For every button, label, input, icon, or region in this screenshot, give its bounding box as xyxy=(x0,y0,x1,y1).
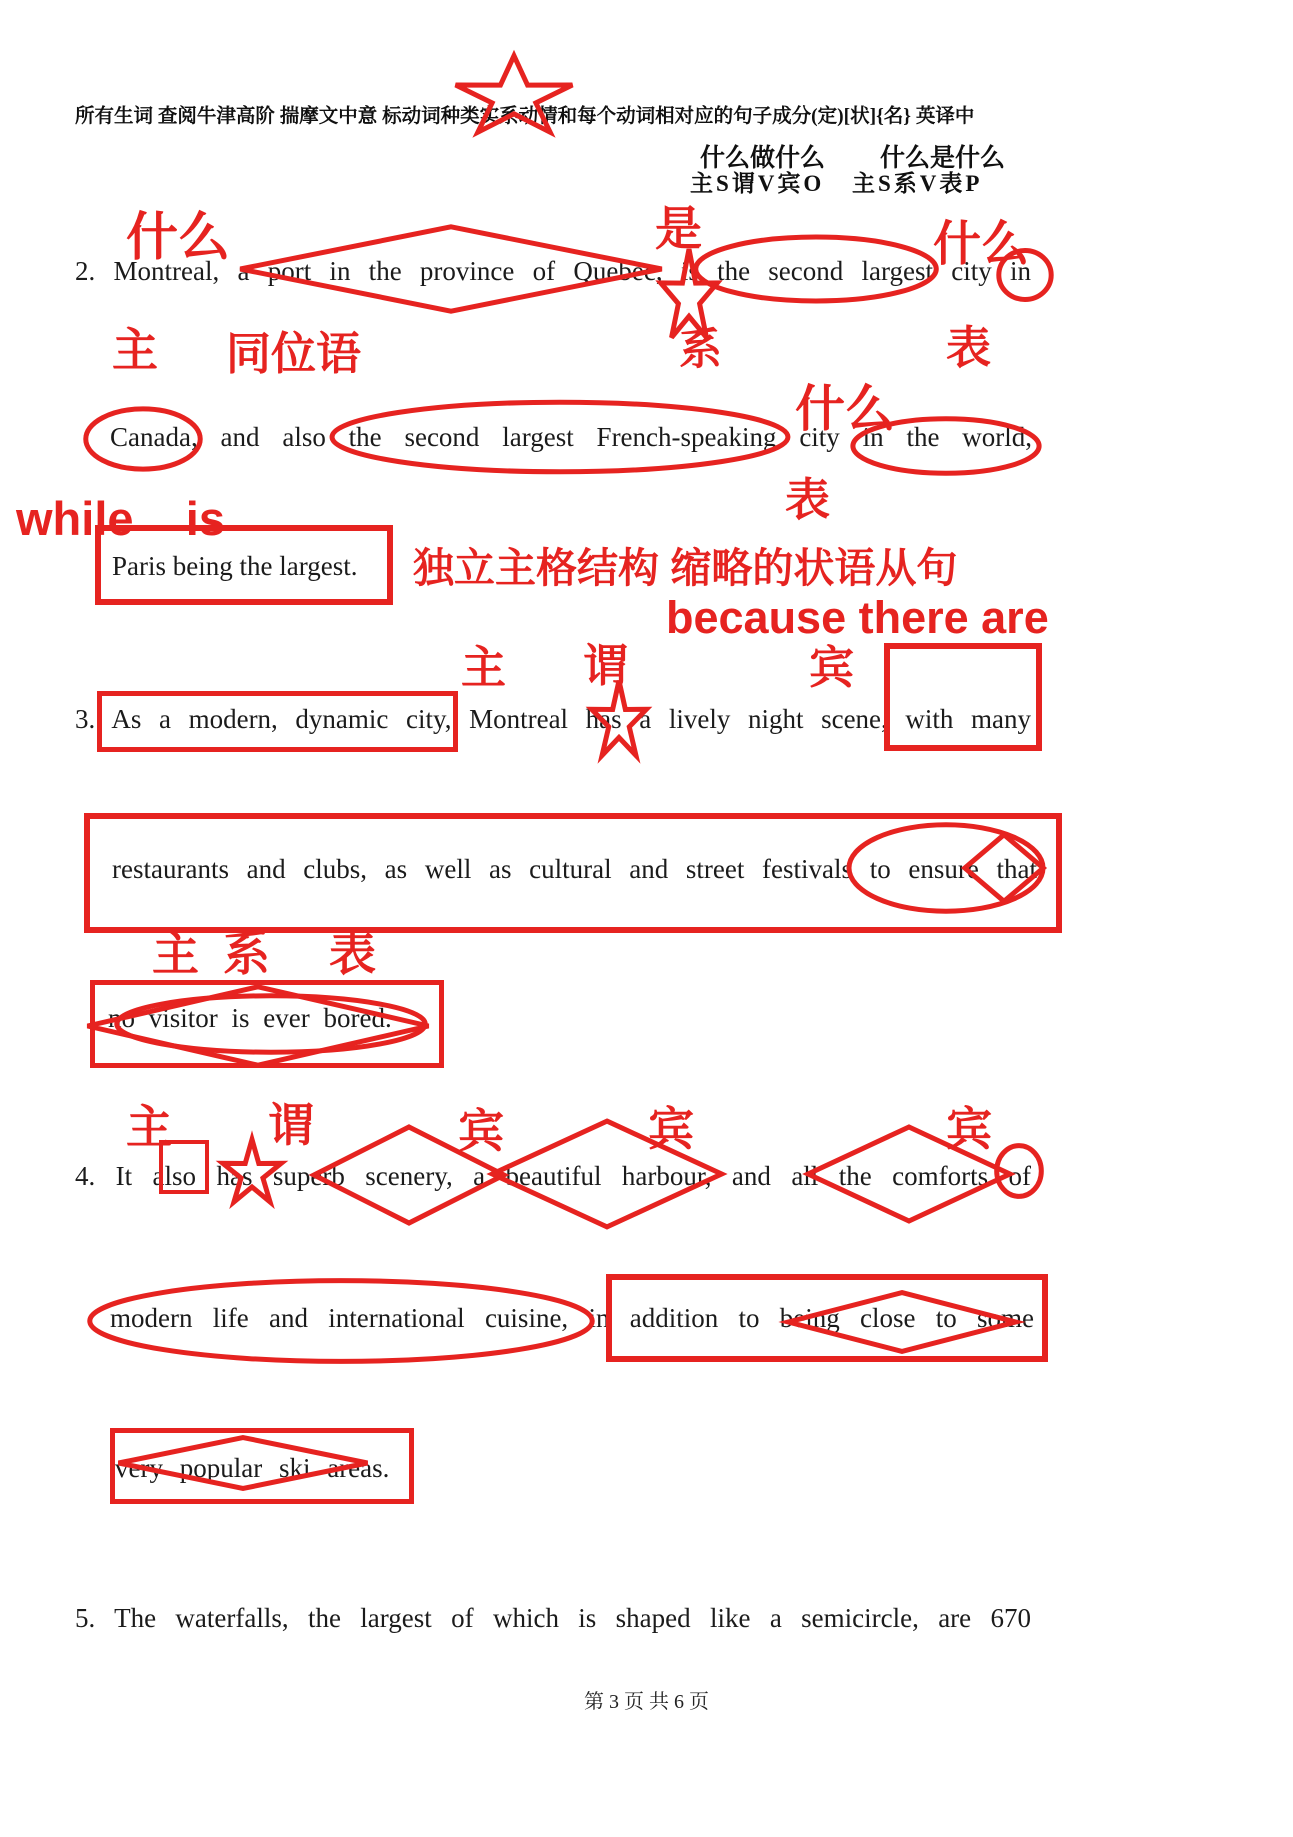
with-many-box-outline xyxy=(884,643,1042,751)
sentence4-line1: 4. It also has superb scenery, a beautiful harbour, and all the comforts of xyxy=(75,1161,1031,1191)
annotation-wei-s4: 谓 xyxy=(268,1099,314,1151)
formula-svo-label: 主S谓V宾O xyxy=(690,171,825,196)
ellipse-icon-french-speaking xyxy=(325,400,795,474)
annotation-shi: 是 xyxy=(655,202,702,255)
ellipse-icon-no-visitor xyxy=(112,994,430,1054)
annotation-zhu-s3b: 主 xyxy=(152,927,199,980)
sentence2-line1: 2. Montreal, a port in the province of Quebec, is the second largest city in xyxy=(75,256,1031,286)
annotation-while-is: while is xyxy=(16,492,225,545)
header-instruction: 所有生词 查阅牛津高阶 揣摩文中意 标动词种类实系动情和每个动词相对应的句子成分(定)[状]{名} 英译中 xyxy=(75,106,975,127)
sentence4-line2: modern life and international cuisine, in addition to being close to some xyxy=(110,1303,1034,1333)
annotation-what-predicative: 什么 xyxy=(933,218,1030,271)
as-modern-box-outline xyxy=(97,691,458,752)
sentence3-line1: 3. As a modern, dynamic city, Montreal has a lively night scene, with many xyxy=(75,704,1031,734)
annotation-biao-world: 表 xyxy=(785,474,831,525)
star-icon-has-s3 xyxy=(589,679,649,765)
star-icon xyxy=(450,54,578,142)
annotation-tongweiyu: 同位语 xyxy=(226,328,362,379)
annotation-bin-s4b: 宾 xyxy=(648,1103,694,1155)
pattern-be-label: 什么是什么 xyxy=(880,145,1006,172)
annotation-biao-s2: 表 xyxy=(946,322,992,373)
sentence2-line3: Paris being the largest. xyxy=(112,551,358,581)
annotation-zhu-s3: 主 xyxy=(461,642,507,693)
circle-icon-of xyxy=(996,1144,1042,1198)
sentence3-line2: restaurants and clubs, as well as cultural and street festivals to ensure that xyxy=(112,854,1037,884)
annotation-zhu-s2: 主 xyxy=(112,324,158,376)
annotation-xi-s3b: 系 xyxy=(223,927,270,980)
ellipse-icon-modern-life xyxy=(82,1278,600,1364)
annotation-what-subject: 什么 xyxy=(126,209,231,267)
annotation-what-city: 什么 xyxy=(795,381,895,437)
annotation-duli-zhuge: 独立主格结构 缩略的状语从句 xyxy=(413,545,958,591)
sentence3-line3: no visitor is ever bored. xyxy=(108,1003,392,1033)
annotation-bin-s4a: 宾 xyxy=(458,1105,504,1157)
ellipse-icon-canada xyxy=(84,407,202,471)
annotation-biao-s3b: 表 xyxy=(329,927,376,980)
page-number-footer: 第 3 页 共 6 页 xyxy=(584,1691,709,1713)
pattern-do-label: 什么做什么 xyxy=(700,145,826,172)
annotation-wei-s3: 谓 xyxy=(583,640,629,691)
diamond-icon-ski-areas xyxy=(116,1437,370,1489)
ellipse-icon-second-largest xyxy=(692,235,940,303)
annotation-zhu-s4: 主 xyxy=(126,1101,172,1153)
diamond-icon-that xyxy=(964,834,1044,902)
formula-svp-label: 主S系V表P xyxy=(852,171,983,196)
annotation-bin-s4c: 宾 xyxy=(946,1103,992,1155)
sentence4-line3: very popular ski areas. xyxy=(115,1453,390,1483)
sentence5-line1: 5. The waterfalls, the largest of which is shaped like a semicircle, are 670 xyxy=(75,1603,1031,1633)
annotation-bin-s3: 宾 xyxy=(809,642,855,693)
annotation-because-there-are: because there are xyxy=(666,592,1049,643)
diamond-icon-appositive xyxy=(236,226,666,312)
annotation-xi-s2: 系 xyxy=(679,326,722,374)
sentence2-line2: Canada, and also the second largest French-speaking city in the world, xyxy=(110,422,1032,452)
diamond-icon-being-close xyxy=(786,1292,1018,1352)
